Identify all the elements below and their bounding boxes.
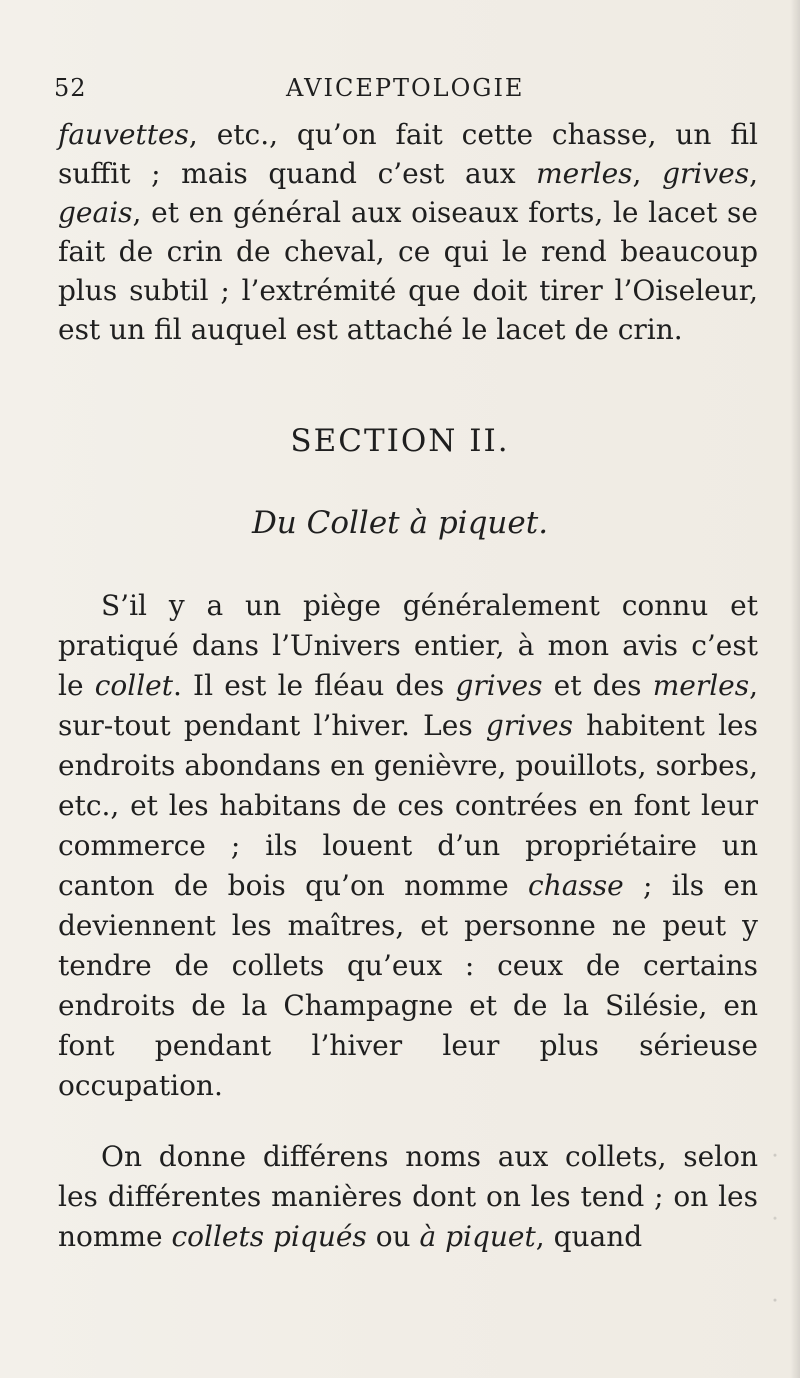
italic-term: grives xyxy=(662,157,750,190)
italic-term: fauvettes xyxy=(58,118,189,151)
section-subtitle: Du Collet à piquet. xyxy=(251,505,549,541)
italic-term: merles xyxy=(536,157,633,190)
italic-term: collet xyxy=(94,669,173,702)
section-paragraph-1 xyxy=(58,586,758,1106)
body-text: ou xyxy=(366,1220,420,1253)
body-text: , sur-tout pendant l’hiver. Les xyxy=(58,669,759,742)
italic-term: geais xyxy=(58,196,133,229)
section-paragraph-2 xyxy=(58,1137,758,1257)
paper-specks xyxy=(772,1130,778,1340)
opening-paragraph xyxy=(58,115,758,349)
body-text: , etc., qu’on fait cette chasse, un fil suffit ; mais quand c’est aux xyxy=(58,118,758,190)
italic-term: merles xyxy=(652,669,750,702)
italic-term: grives xyxy=(455,669,543,702)
body-text: et des xyxy=(542,669,653,702)
body-text: . Il est le fléau des xyxy=(172,669,456,702)
paragraph-text xyxy=(58,1137,758,1257)
body-text: , et en général aux oiseaux forts, le lacet se fait de crin de cheval, ce qui le rend beaucoup plus subtil ; l’extrémité que doit tirer l’Oiseleur, est un fil auquel est attaché le lacet de crin. xyxy=(58,196,758,346)
body-text: ; ils en deviennent les maîtres, et personne ne peut y tendre de collets qu’eux : ceux de certains endroits de la Champagne et de la Silésie, en font pendant l’hiver leur plus sérieuse occupation. xyxy=(58,869,758,1102)
paragraph-text xyxy=(58,586,758,1106)
body-text: , xyxy=(749,157,758,190)
italic-term: chasse xyxy=(528,869,624,902)
body-text: habitent les endroits abondans en genièvre, pouillots, sorbes, etc., et les habitans de ces contrées en font leur commerce ; ils louent d’un propriétaire un canton de bois qu’on nomme xyxy=(58,709,758,902)
italic-term: à piquet xyxy=(419,1220,536,1253)
italic-term: grives xyxy=(485,709,573,742)
page-header xyxy=(54,74,770,108)
italic-term: collets piqués xyxy=(171,1220,367,1253)
opening-text xyxy=(58,115,758,349)
running-head: AVICEPTOLOGIE xyxy=(286,74,525,102)
body-text: , quand xyxy=(535,1220,643,1253)
body-text: S’il y a un piège généralement connu et pratiqué dans l’Univers entier, à mon avis c’est le xyxy=(58,589,758,702)
section-title: SECTION II. xyxy=(290,423,510,459)
body-text: On donne différens noms aux collets, selon les différentes manières dont on les tend ; on les nomme xyxy=(58,1140,758,1253)
body-text: , xyxy=(632,157,663,190)
page-edge-shadow xyxy=(790,0,800,1378)
page-number: 52 xyxy=(54,74,87,102)
